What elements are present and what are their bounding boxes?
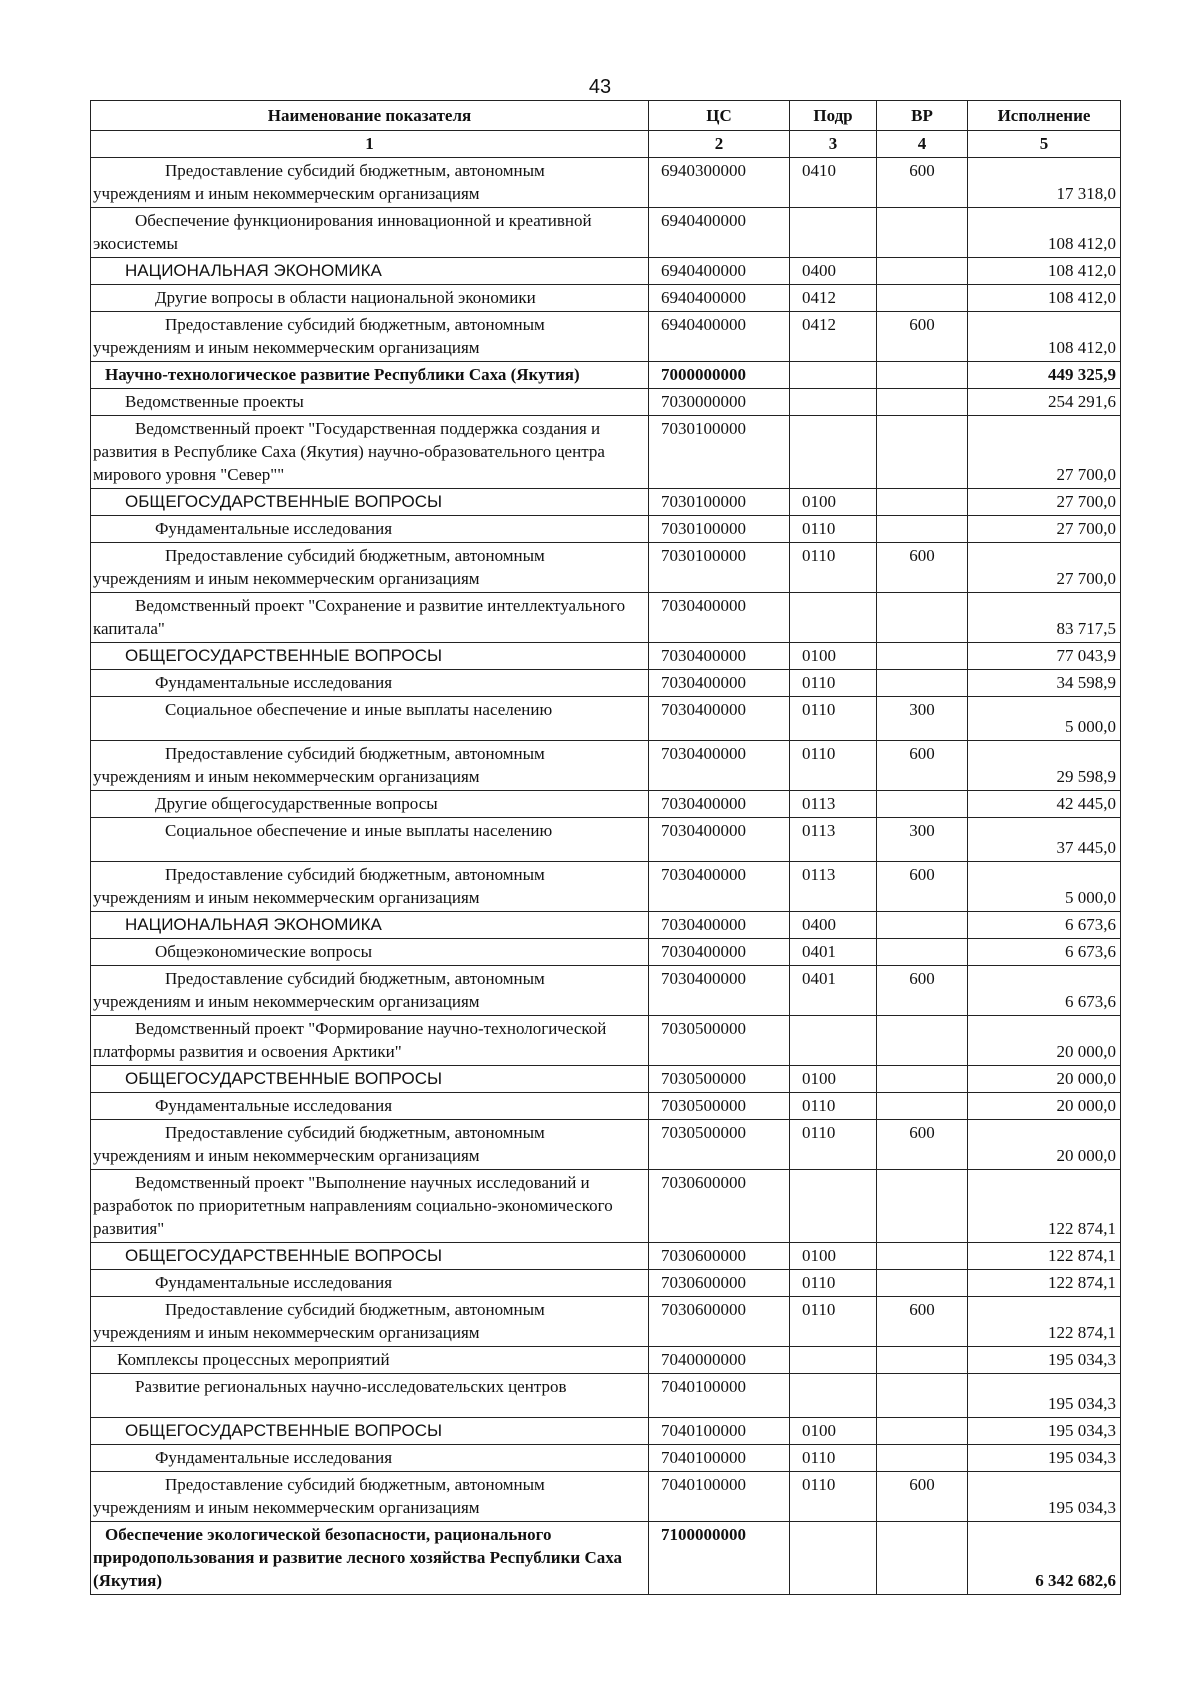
row-cs-code: 7100000000 — [649, 1522, 790, 1595]
row-podr-code: 0100 — [790, 643, 877, 670]
row-name: НАЦИОНАЛЬНАЯ ЭКОНОМИКА — [91, 258, 649, 285]
row-vr-code — [877, 1066, 968, 1093]
row-podr-code — [790, 416, 877, 489]
row-vr-code: 600 — [877, 1297, 968, 1347]
table-row — [91, 912, 1121, 939]
row-vr-code — [877, 791, 968, 818]
col-number-5: 5 — [968, 131, 1121, 158]
row-name: Предоставление субсидий бюджетным, автономным учреждениям и иным некоммерческим организациям — [91, 158, 649, 208]
row-name: Комплексы процессных мероприятий — [91, 1347, 649, 1374]
row-podr-code: 0400 — [790, 912, 877, 939]
row-amount: 5 000,0 — [968, 697, 1121, 741]
table-row — [91, 1297, 1121, 1347]
row-cs-code: 6940400000 — [649, 285, 790, 312]
row-podr-code: 0100 — [790, 1418, 877, 1445]
row-podr-code: 0110 — [790, 516, 877, 543]
row-vr-code: 300 — [877, 697, 968, 741]
row-vr-code — [877, 939, 968, 966]
row-podr-code: 0113 — [790, 862, 877, 912]
row-name: Ведомственный проект "Сохранение и развитие интеллектуального капитала" — [91, 593, 649, 643]
row-name: Другие вопросы в области национальной экономики — [91, 285, 649, 312]
row-cs-code: 6940400000 — [649, 258, 790, 285]
row-cs-code: 7030100000 — [649, 489, 790, 516]
row-cs-code: 6940400000 — [649, 208, 790, 258]
row-amount: 122 874,1 — [968, 1297, 1121, 1347]
row-podr-code: 0412 — [790, 285, 877, 312]
table-row — [91, 1170, 1121, 1243]
table-row — [91, 362, 1121, 389]
row-podr-code: 0110 — [790, 1472, 877, 1522]
row-name: ОБЩЕГОСУДАРСТВЕННЫЕ ВОПРОСЫ — [91, 1066, 649, 1093]
row-podr-code: 0110 — [790, 1093, 877, 1120]
row-vr-code — [877, 362, 968, 389]
row-amount: 122 874,1 — [968, 1243, 1121, 1270]
row-amount: 20 000,0 — [968, 1016, 1121, 1066]
row-amount: 27 700,0 — [968, 543, 1121, 593]
row-amount: 254 291,6 — [968, 389, 1121, 416]
table-row — [91, 862, 1121, 912]
row-amount: 27 700,0 — [968, 489, 1121, 516]
row-vr-code — [877, 643, 968, 670]
row-name: Научно-технологическое развитие Республики Саха (Якутия) — [91, 362, 649, 389]
row-name: Социальное обеспечение и иные выплаты населению — [91, 697, 649, 741]
table-row — [91, 1270, 1121, 1297]
row-cs-code: 7030000000 — [649, 389, 790, 416]
row-cs-code: 7030400000 — [649, 697, 790, 741]
row-vr-code — [877, 1093, 968, 1120]
row-vr-code — [877, 1170, 968, 1243]
row-vr-code — [877, 593, 968, 643]
row-vr-code — [877, 516, 968, 543]
row-podr-code: 0401 — [790, 939, 877, 966]
table-row — [91, 1093, 1121, 1120]
row-amount: 34 598,9 — [968, 670, 1121, 697]
table-row — [91, 939, 1121, 966]
row-vr-code — [877, 1016, 968, 1066]
row-cs-code: 7030100000 — [649, 516, 790, 543]
row-cs-code: 7030400000 — [649, 791, 790, 818]
table-row — [91, 1347, 1121, 1374]
row-amount: 6 673,6 — [968, 939, 1121, 966]
header-podr: Подр — [790, 101, 877, 131]
row-vr-code: 600 — [877, 312, 968, 362]
table-row — [91, 1016, 1121, 1066]
row-cs-code: 7000000000 — [649, 362, 790, 389]
row-cs-code: 7030600000 — [649, 1243, 790, 1270]
row-name: Обеспечение экологической безопасности, рационального природопользования и развитие лесного хозяйства Республики Саха (Якутия) — [91, 1522, 649, 1595]
row-amount: 195 034,3 — [968, 1445, 1121, 1472]
row-amount: 6 342 682,6 — [968, 1522, 1121, 1595]
col-number-1: 1 — [91, 131, 649, 158]
row-vr-code — [877, 1522, 968, 1595]
row-amount: 195 034,3 — [968, 1418, 1121, 1445]
row-vr-code: 600 — [877, 158, 968, 208]
row-vr-code — [877, 208, 968, 258]
row-cs-code: 7030400000 — [649, 939, 790, 966]
table-row — [91, 1374, 1121, 1418]
row-cs-code: 7030400000 — [649, 912, 790, 939]
row-podr-code: 0100 — [790, 489, 877, 516]
row-cs-code: 7030400000 — [649, 818, 790, 862]
row-vr-code — [877, 1347, 968, 1374]
table-row — [91, 389, 1121, 416]
row-cs-code: 7030400000 — [649, 862, 790, 912]
row-cs-code: 7030100000 — [649, 543, 790, 593]
row-vr-code — [877, 258, 968, 285]
row-podr-code — [790, 1522, 877, 1595]
table-row — [91, 285, 1121, 312]
row-podr-code: 0100 — [790, 1243, 877, 1270]
row-name: Предоставление субсидий бюджетным, автономным учреждениям и иным некоммерческим организациям — [91, 966, 649, 1016]
row-podr-code — [790, 1016, 877, 1066]
row-name: Фундаментальные исследования — [91, 1270, 649, 1297]
row-vr-code: 600 — [877, 966, 968, 1016]
budget-table — [90, 100, 1121, 1595]
table-row — [91, 791, 1121, 818]
table-row — [91, 1472, 1121, 1522]
table-row — [91, 593, 1121, 643]
row-name: Предоставление субсидий бюджетным, автономным учреждениям и иным некоммерческим организациям — [91, 1297, 649, 1347]
row-vr-code: 600 — [877, 741, 968, 791]
row-amount: 122 874,1 — [968, 1270, 1121, 1297]
row-amount: 122 874,1 — [968, 1170, 1121, 1243]
row-cs-code: 7030400000 — [649, 966, 790, 1016]
row-podr-code — [790, 1374, 877, 1418]
row-vr-code — [877, 416, 968, 489]
row-amount: 27 700,0 — [968, 516, 1121, 543]
row-vr-code — [877, 1374, 968, 1418]
table-row — [91, 818, 1121, 862]
row-amount: 20 000,0 — [968, 1093, 1121, 1120]
row-podr-code: 0113 — [790, 791, 877, 818]
row-name: ОБЩЕГОСУДАРСТВЕННЫЕ ВОПРОСЫ — [91, 643, 649, 670]
header-vr: ВР — [877, 101, 968, 131]
row-vr-code — [877, 489, 968, 516]
row-cs-code: 7040000000 — [649, 1347, 790, 1374]
row-podr-code — [790, 1347, 877, 1374]
row-podr-code: 0100 — [790, 1066, 877, 1093]
row-vr-code: 600 — [877, 862, 968, 912]
row-amount: 6 673,6 — [968, 912, 1121, 939]
header-cs: ЦС — [649, 101, 790, 131]
row-amount: 6 673,6 — [968, 966, 1121, 1016]
row-cs-code: 6940300000 — [649, 158, 790, 208]
row-vr-code — [877, 285, 968, 312]
table-row — [91, 966, 1121, 1016]
row-podr-code — [790, 389, 877, 416]
row-name: Обеспечение функционирования инновационной и креативной экосистемы — [91, 208, 649, 258]
row-name: Другие общегосударственные вопросы — [91, 791, 649, 818]
row-cs-code: 7030400000 — [649, 670, 790, 697]
row-name: Предоставление субсидий бюджетным, автономным учреждениям и иным некоммерческим организациям — [91, 543, 649, 593]
row-name: Предоставление субсидий бюджетным, автономным учреждениям и иным некоммерческим организациям — [91, 1120, 649, 1170]
row-amount: 27 700,0 — [968, 416, 1121, 489]
row-cs-code: 7030600000 — [649, 1270, 790, 1297]
col-number-4: 4 — [877, 131, 968, 158]
table-row — [91, 1445, 1121, 1472]
page-number: 43 — [588, 76, 612, 98]
row-podr-code — [790, 593, 877, 643]
row-amount: 37 445,0 — [968, 818, 1121, 862]
row-amount: 17 318,0 — [968, 158, 1121, 208]
table-row — [91, 697, 1121, 741]
row-amount: 195 034,3 — [968, 1374, 1121, 1418]
row-amount: 20 000,0 — [968, 1066, 1121, 1093]
table-row — [91, 516, 1121, 543]
row-cs-code: 7040100000 — [649, 1445, 790, 1472]
row-name: Предоставление субсидий бюджетным, автономным учреждениям и иным некоммерческим организациям — [91, 862, 649, 912]
row-vr-code — [877, 1445, 968, 1472]
row-amount: 77 043,9 — [968, 643, 1121, 670]
row-amount: 20 000,0 — [968, 1120, 1121, 1170]
row-amount: 108 412,0 — [968, 208, 1121, 258]
table-row — [91, 643, 1121, 670]
row-vr-code — [877, 1270, 968, 1297]
table-row — [91, 543, 1121, 593]
row-podr-code: 0410 — [790, 158, 877, 208]
col-number-2: 2 — [649, 131, 790, 158]
row-amount: 29 598,9 — [968, 741, 1121, 791]
header-name: Наименование показателя — [91, 101, 649, 131]
row-podr-code: 0110 — [790, 1297, 877, 1347]
row-podr-code — [790, 362, 877, 389]
row-cs-code: 7030100000 — [649, 416, 790, 489]
row-cs-code: 7030600000 — [649, 1170, 790, 1243]
column-number-row — [91, 131, 1121, 158]
table-row — [91, 258, 1121, 285]
row-vr-code: 600 — [877, 1472, 968, 1522]
row-amount: 83 717,5 — [968, 593, 1121, 643]
row-cs-code: 7040100000 — [649, 1472, 790, 1522]
row-podr-code — [790, 1170, 877, 1243]
row-name: Ведомственные проекты — [91, 389, 649, 416]
row-name: ОБЩЕГОСУДАРСТВЕННЫЕ ВОПРОСЫ — [91, 1243, 649, 1270]
row-cs-code: 7030400000 — [649, 643, 790, 670]
row-amount: 195 034,3 — [968, 1347, 1121, 1374]
row-amount: 108 412,0 — [968, 285, 1121, 312]
row-name: Предоставление субсидий бюджетным, автономным учреждениям и иным некоммерческим организациям — [91, 741, 649, 791]
row-amount: 108 412,0 — [968, 258, 1121, 285]
row-vr-code: 600 — [877, 543, 968, 593]
row-podr-code: 0400 — [790, 258, 877, 285]
row-name: Социальное обеспечение и иные выплаты населению — [91, 818, 649, 862]
row-name: Ведомственный проект "Государственная поддержка создания и развития в Республике Саха (Якутия) научно-образовательного центра мирового уровня "Север"" — [91, 416, 649, 489]
row-vr-code — [877, 670, 968, 697]
row-name: Общеэкономические вопросы — [91, 939, 649, 966]
table-row — [91, 489, 1121, 516]
row-cs-code: 7030500000 — [649, 1066, 790, 1093]
header-amount: Исполнение — [968, 101, 1121, 131]
row-amount: 195 034,3 — [968, 1472, 1121, 1522]
row-podr-code: 0412 — [790, 312, 877, 362]
table-row — [91, 670, 1121, 697]
table-row — [91, 158, 1121, 208]
row-name: ОБЩЕГОСУДАРСТВЕННЫЕ ВОПРОСЫ — [91, 1418, 649, 1445]
row-name: Развитие региональных научно-исследовательских центров — [91, 1374, 649, 1418]
row-cs-code: 7040100000 — [649, 1374, 790, 1418]
header-row — [91, 101, 1121, 131]
row-podr-code: 0401 — [790, 966, 877, 1016]
row-podr-code: 0110 — [790, 1270, 877, 1297]
row-cs-code: 7030400000 — [649, 593, 790, 643]
row-name: Ведомственный проект "Формирование научно-технологической платформы развития и освоения Арктики" — [91, 1016, 649, 1066]
row-amount: 449 325,9 — [968, 362, 1121, 389]
row-name: Фундаментальные исследования — [91, 670, 649, 697]
row-vr-code: 300 — [877, 818, 968, 862]
row-vr-code — [877, 1243, 968, 1270]
row-cs-code: 7030500000 — [649, 1093, 790, 1120]
row-name: Ведомственный проект "Выполнение научных исследований и разработок по приоритетным направлениям социально-экономического развития" — [91, 1170, 649, 1243]
row-podr-code: 0110 — [790, 543, 877, 593]
row-podr-code: 0110 — [790, 670, 877, 697]
table-row — [91, 741, 1121, 791]
row-vr-code: 600 — [877, 1120, 968, 1170]
row-podr-code: 0110 — [790, 697, 877, 741]
table-row — [91, 1120, 1121, 1170]
row-vr-code — [877, 912, 968, 939]
row-podr-code — [790, 208, 877, 258]
row-cs-code: 7030600000 — [649, 1297, 790, 1347]
row-amount: 108 412,0 — [968, 312, 1121, 362]
row-cs-code: 6940400000 — [649, 312, 790, 362]
row-cs-code: 7030500000 — [649, 1120, 790, 1170]
table-row — [91, 208, 1121, 258]
row-podr-code: 0110 — [790, 1120, 877, 1170]
row-amount: 5 000,0 — [968, 862, 1121, 912]
row-name: Фундаментальные исследования — [91, 1093, 649, 1120]
row-podr-code: 0110 — [790, 741, 877, 791]
row-podr-code: 0110 — [790, 1445, 877, 1472]
table-row — [91, 312, 1121, 362]
row-name: Предоставление субсидий бюджетным, автономным учреждениям и иным некоммерческим организациям — [91, 312, 649, 362]
table-row — [91, 1066, 1121, 1093]
row-name: Фундаментальные исследования — [91, 516, 649, 543]
row-name: ОБЩЕГОСУДАРСТВЕННЫЕ ВОПРОСЫ — [91, 489, 649, 516]
row-vr-code — [877, 1418, 968, 1445]
row-name: Предоставление субсидий бюджетным, автономным учреждениям и иным некоммерческим организациям — [91, 1472, 649, 1522]
row-cs-code: 7030400000 — [649, 741, 790, 791]
table-row — [91, 1418, 1121, 1445]
row-podr-code: 0113 — [790, 818, 877, 862]
col-number-3: 3 — [790, 131, 877, 158]
row-name: Фундаментальные исследования — [91, 1445, 649, 1472]
row-name: НАЦИОНАЛЬНАЯ ЭКОНОМИКА — [91, 912, 649, 939]
table-row — [91, 416, 1121, 489]
table-row — [91, 1522, 1121, 1595]
row-cs-code: 7040100000 — [649, 1418, 790, 1445]
row-vr-code — [877, 389, 968, 416]
row-cs-code: 7030500000 — [649, 1016, 790, 1066]
row-amount: 42 445,0 — [968, 791, 1121, 818]
table-row — [91, 1243, 1121, 1270]
